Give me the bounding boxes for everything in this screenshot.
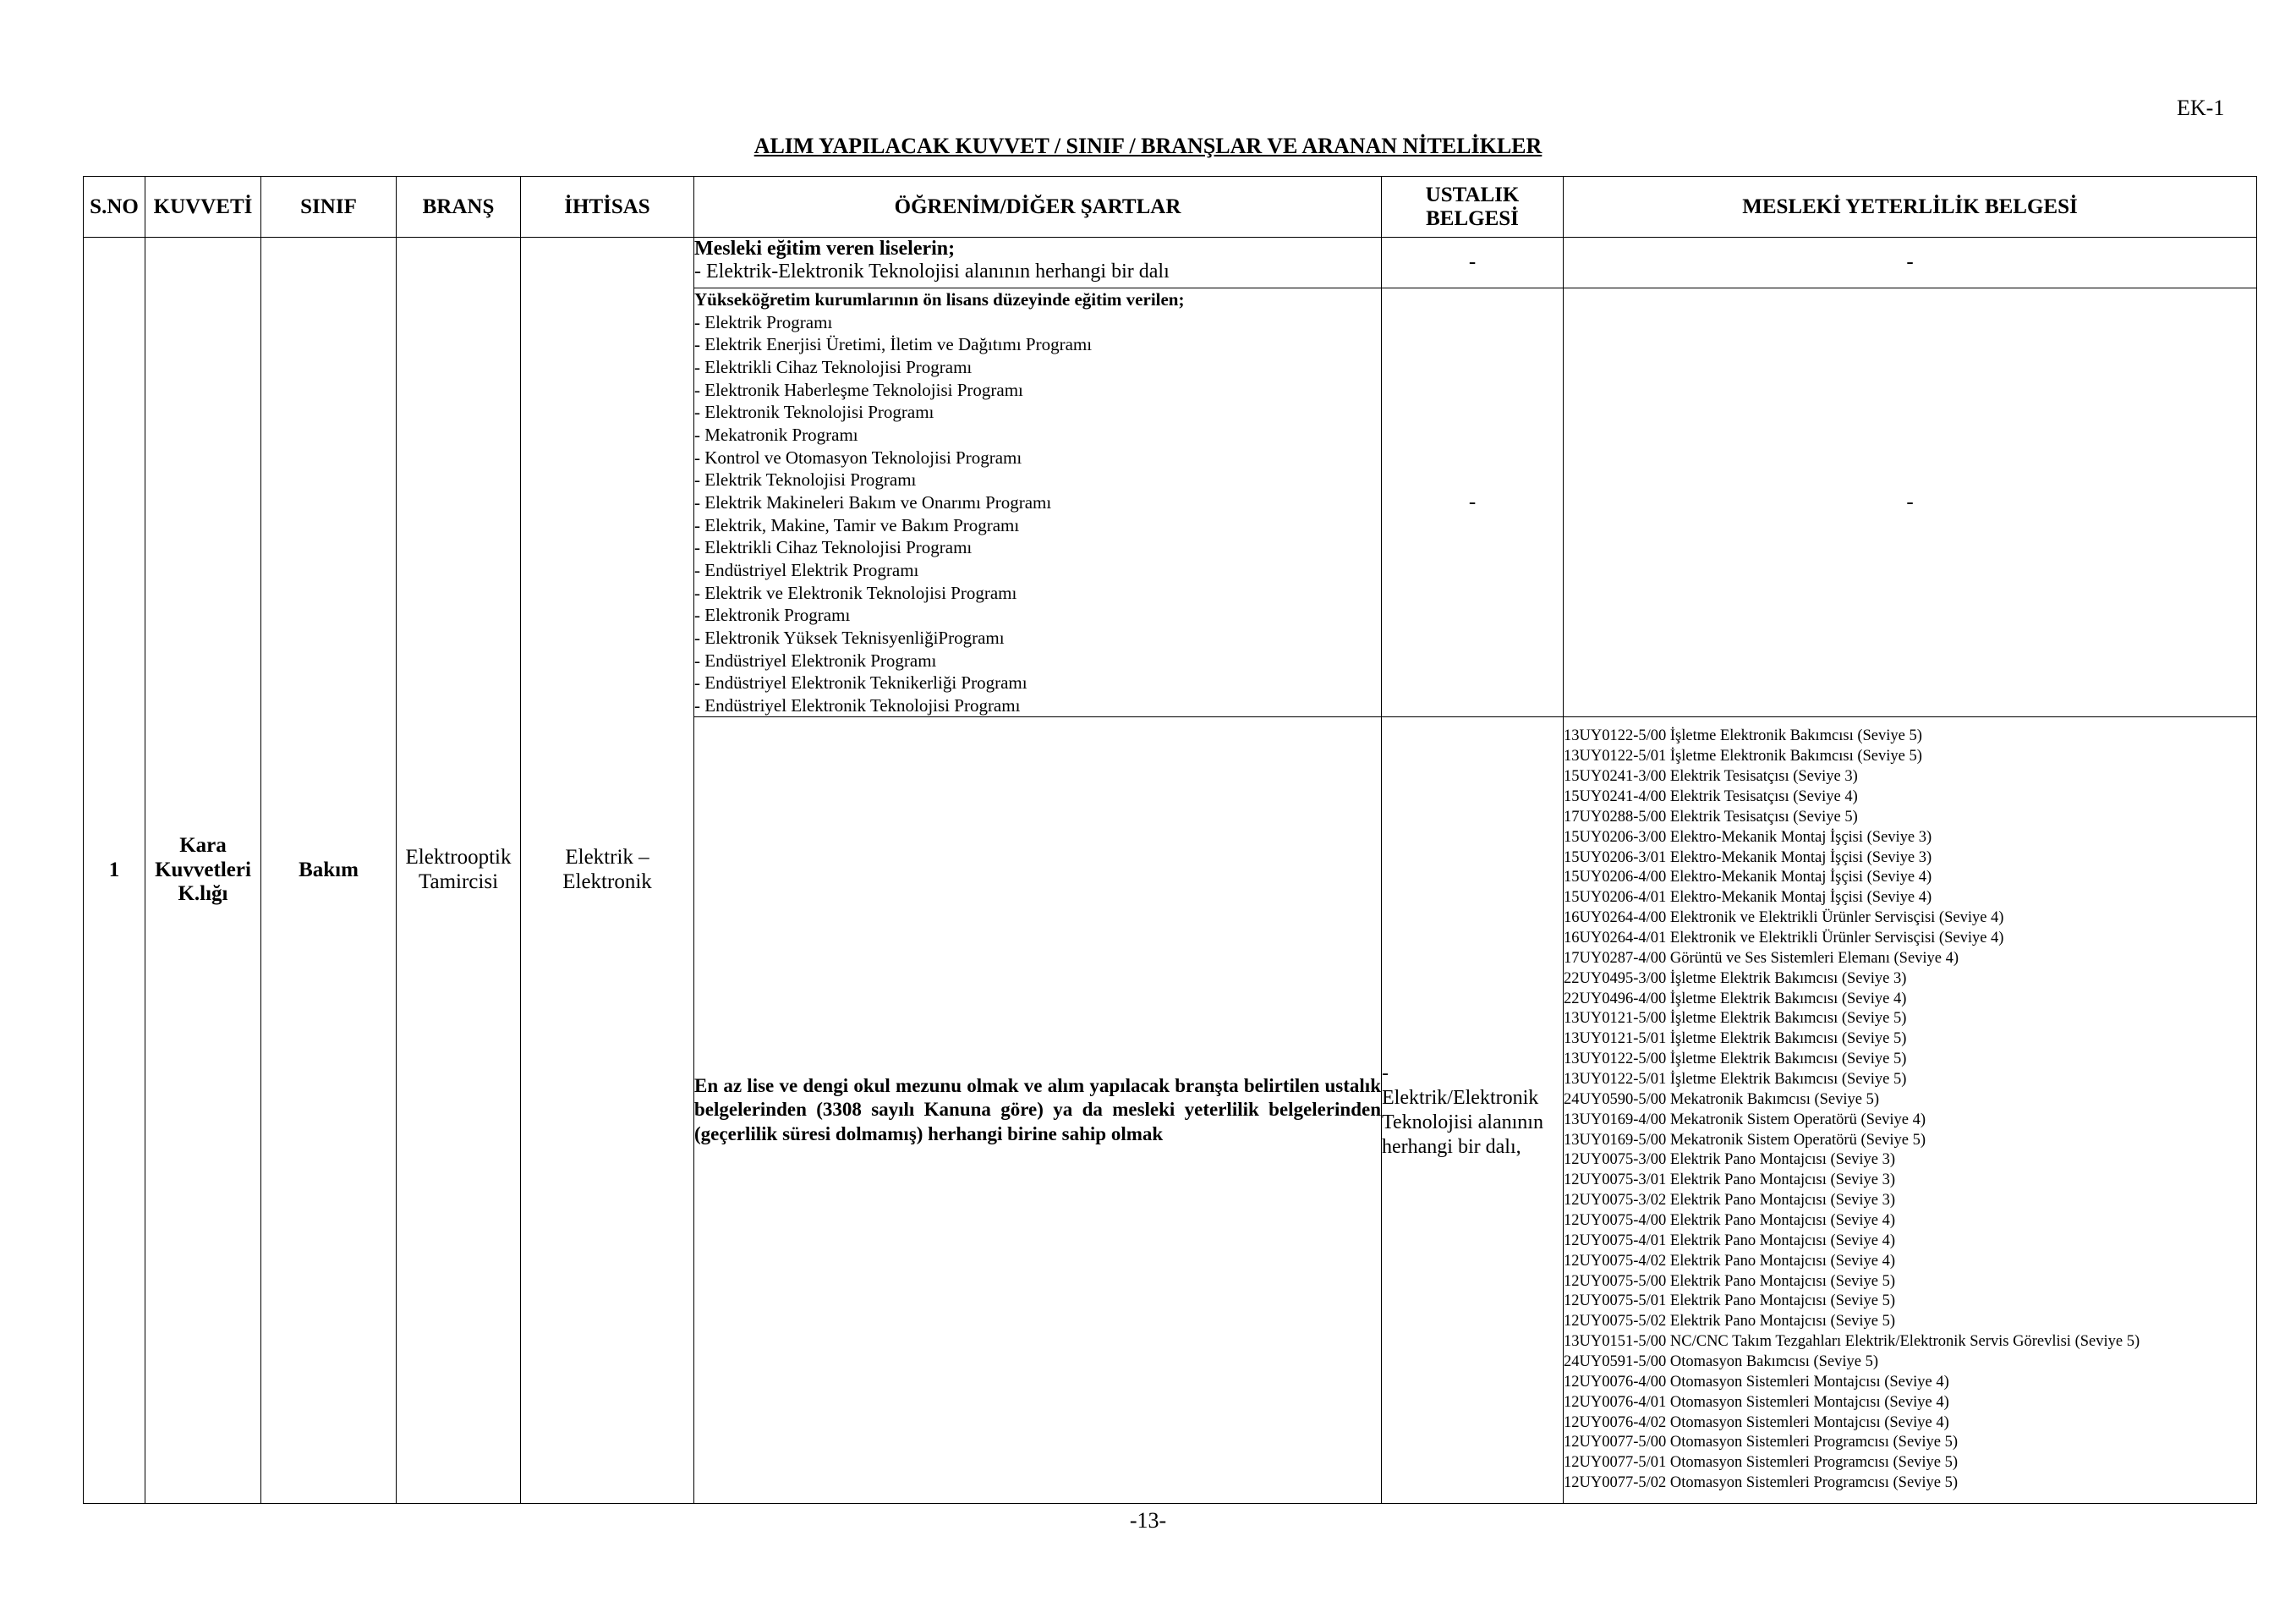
req2-mesleki: - (1564, 288, 2257, 717)
certificate-list-item: 12UY0075-5/01 Elektrik Pano Montajcısı (Seviye 5) (1564, 1292, 1896, 1310)
program-list-item: - Elektronik Teknolojisi Programı (694, 402, 934, 423)
certificate-list-item: 15UY0241-4/00 Elektrik Tesisatçısı (Seviye 4) (1564, 787, 1858, 805)
certificate-list-item: 13UY0121-5/00 İşletme Elektrik Bakımcısı (Seviye 5) (1564, 1010, 1907, 1028)
program-list-item: - Mekatronik Programı (694, 424, 858, 445)
row-kuvveti: Kara Kuvvetleri K.lığı (145, 238, 261, 1504)
header-row (84, 177, 2257, 238)
program-list-item: - Elektrik Programı (694, 311, 833, 332)
certificate-list-item: 15UY0206-4/00 Elektro-Mekanik Montaj İşçisi (Seviye 4) (1564, 869, 1932, 886)
certificate-list-item: 24UY0591-5/00 Otomasyon Bakımcısı (Seviye 5) (1564, 1353, 1879, 1371)
annex-label: EK-1 (2177, 96, 2225, 120)
certificate-list-item: 13UY0121-5/01 İşletme Elektrik Bakımcısı (Seviye 5) (1564, 1030, 1907, 1048)
requirements-table (83, 176, 2257, 1504)
req3-ustalik-dash: - (1382, 1062, 1389, 1085)
program-list-item: - Elektrik Enerjisi Üretimi, İletim ve Dağıtımı Programı (694, 334, 1093, 355)
program-list-item: - Elektrik Teknolojisi Programı (694, 469, 917, 491)
certificate-list-item: 12UY0075-4/02 Elektrik Pano Montajcısı (Seviye 4) (1564, 1252, 1896, 1270)
program-list-item: - Elektronik Yüksek TeknisyenliğiProgramı (694, 627, 1005, 648)
program-list-item: - Elektrikli Cihaz Teknolojisi Programı (694, 537, 973, 558)
req1-cell (694, 238, 1382, 288)
req2-cell (694, 288, 1382, 717)
header-ihtisas: İHTİSAS (521, 177, 694, 238)
req3-ustalik-cell (1382, 717, 1564, 1504)
program-list-item: - Elektronik Haberleşme Teknolojisi Programı (694, 379, 1023, 400)
req1-heading: Mesleki eğitim veren liselerin; (694, 238, 956, 260)
certificate-list-item: 16UY0264-4/01 Elektronik ve Elektrikli Ürünler Servisçisi (Seviye 4) (1564, 930, 2004, 946)
certificate-list-item: 15UY0241-3/00 Elektrik Tesisatçısı (Seviye 3) (1564, 768, 1858, 786)
certificate-list-item: 13UY0151-5/00 NC/CNC Takım Tezgahları Elektrik/Elektronik Servis Görevlisi (Seviye 5) (1564, 1333, 2140, 1351)
certificate-list-item: 12UY0076-4/00 Otomasyon Sistemleri Montajcısı (Seviye 4) (1564, 1373, 1949, 1391)
certificate-list-item: 12UY0075-3/02 Elektrik Pano Montajcısı (Seviye 3) (1564, 1192, 1896, 1210)
program-list-item: - Elektrik ve Elektronik Teknolojisi Programı (694, 582, 1017, 603)
certificate-list-item: 17UY0288-5/00 Elektrik Tesisatçısı (Seviye 5) (1564, 808, 1858, 826)
certificate-list-item: 12UY0076-4/01 Otomasyon Sistemleri Montajcısı (Seviye 4) (1564, 1393, 1949, 1411)
req3-text: En az lise ve dengi okul mezunu olmak ve alım yapılacak branşta belirtilen ustalık belgelerinden (3308 sayılı Kanuna göre) ya da mesleki yeterlilik belgelerinden (geçerlilik süresi dolmamış) herhangi birine sahip olmak (694, 717, 1382, 1504)
program-list-item: - Elektronik Programı (694, 605, 851, 626)
program-list-item: - Endüstriyel Elektronik Programı (694, 650, 937, 671)
req1-ustalik: - (1382, 238, 1564, 288)
program-list-item: - Elektrik Makineleri Bakım ve Onarımı Programı (694, 491, 1052, 513)
row-sno: 1 (84, 238, 145, 1504)
certificate-list-item: 15UY0206-3/01 Elektro-Mekanik Montaj İşçisi (Seviye 3) (1564, 848, 1932, 866)
mesleki-belge-list (1564, 727, 2256, 1494)
page-title (0, 134, 2296, 159)
req2-heading: Yükseköğretim kurumlarının ön lisans düzeyinde eğitim verilen; (694, 289, 1185, 310)
certificate-list-item: 12UY0075-4/01 Elektrik Pano Montajcısı (Seviye 4) (1564, 1232, 1896, 1249)
certificate-list-item: 12UY0075-3/00 Elektrik Pano Montajcısı (Seviye 3) (1564, 1151, 1896, 1169)
certificate-list-item: 13UY0122-5/00 İşletme Elektrik Bakımcısı (Seviye 5) (1564, 1051, 1907, 1068)
req1-item: - Elektrik-Elektronik Teknolojisi alanının herhangi bir dalı (694, 260, 1170, 283)
certificate-list-item: 22UY0495-3/00 İşletme Elektrik Bakımcısı (Seviye 3) (1564, 969, 1907, 987)
certificate-list-item: 12UY0075-3/01 Elektrik Pano Montajcısı (Seviye 3) (1564, 1171, 1896, 1189)
certificate-list-item: 12UY0075-4/00 Elektrik Pano Montajcısı (Seviye 4) (1564, 1212, 1896, 1230)
certificate-list-item: 17UY0287-4/00 Görüntü ve Ses Sistemleri Elemanı (Seviye 4) (1564, 949, 1959, 967)
program-list-item: - Elektrikli Cihaz Teknolojisi Programı (694, 356, 973, 377)
certificate-list-item: 12UY0075-5/00 Elektrik Pano Montajcısı (Seviye 5) (1564, 1272, 1896, 1290)
header-mesleki: MESLEKİ YETERLİLİK BELGESİ (1564, 177, 2257, 238)
certificate-list-item: 13UY0122-5/01 İşletme Elektronik Bakımcısı (Seviye 5) (1564, 748, 1922, 765)
certificate-list-item: 24UY0590-5/00 Mekatronik Bakımcısı (Seviye 5) (1564, 1090, 1880, 1108)
header-sno: S.NO (84, 177, 145, 238)
row-brans: Elektrooptik Tamircisi (397, 238, 521, 1504)
program-list-item: - Elektrik, Makine, Tamir ve Bakım Programı (694, 514, 1020, 535)
req3-ustalik-text: Elektrik/Elektronik Teknolojisi alanının herhangi bir dalı, (1382, 1086, 1543, 1158)
req1-mesleki: - (1564, 238, 2257, 288)
certificate-list-item: 13UY0122-5/00 İşletme Elektronik Bakımcısı (Seviye 5) (1564, 727, 1922, 745)
program-list-item: - Kontrol ve Otomasyon Teknolojisi Programı (694, 447, 1022, 468)
header-sinif: SINIF (261, 177, 397, 238)
certificate-list-item: 15UY0206-4/01 Elektro-Mekanik Montaj İşçisi (Seviye 4) (1564, 889, 1932, 907)
certificate-list-item: 12UY0077-5/00 Otomasyon Sistemleri Programcısı (Seviye 5) (1564, 1434, 1959, 1451)
req3-mesleki-cell (1564, 717, 2257, 1504)
table-row (84, 238, 2257, 288)
page-title-text: ALIM YAPILACAK KUVVET / SINIF / BRANŞLAR VE ARANAN NİTELİKLER (753, 134, 1543, 158)
certificate-list-item: 12UY0076-4/02 Otomasyon Sistemleri Montajcısı (Seviye 4) (1564, 1413, 1949, 1431)
program-list-item: - Endüstriyel Elektrik Programı (694, 559, 919, 580)
certificate-list-item: 12UY0075-5/02 Elektrik Pano Montajcısı (Seviye 5) (1564, 1313, 1896, 1330)
certificate-list-item: 12UY0077-5/01 Otomasyon Sistemleri Programcısı (Seviye 5) (1564, 1454, 1959, 1472)
certificate-list-item: 13UY0169-5/00 Mekatronik Sistem Operatörü (Seviye 5) (1564, 1131, 1926, 1149)
certificate-list-item: 16UY0264-4/00 Elektronik ve Elektrikli Ürünler Servisçisi (Seviye 4) (1564, 909, 2004, 927)
page-number: -13- (1129, 1508, 1167, 1533)
certificate-list-item: 13UY0169-4/00 Mekatronik Sistem Operatörü (Seviye 4) (1564, 1111, 1926, 1128)
header-brans: BRANŞ (397, 177, 521, 238)
header-ogrenim: ÖĞRENİM/DİĞER ŞARTLAR (694, 177, 1382, 238)
row-sinif: Bakım (261, 238, 397, 1504)
certificate-list-item: 15UY0206-3/00 Elektro-Mekanik Montaj İşçisi (Seviye 3) (1564, 828, 1932, 846)
req2-ustalik: - (1382, 288, 1564, 717)
req2-program-list (694, 311, 1381, 717)
header-ustalik: USTALIK BELGESİ (1382, 177, 1564, 238)
program-list-item: - Endüstriyel Elektronik Teknikerliği Programı (694, 672, 1027, 694)
certificate-list-item: 22UY0496-4/00 İşletme Elektrik Bakımcısı (Seviye 4) (1564, 990, 1907, 1007)
certificate-list-item: 13UY0122-5/01 İşletme Elektrik Bakımcısı (Seviye 5) (1564, 1071, 1907, 1089)
certificate-list-item: 12UY0077-5/02 Otomasyon Sistemleri Programcısı (Seviye 5) (1564, 1474, 1959, 1492)
row-ihtisas: Elektrik – Elektronik (521, 238, 694, 1504)
header-kuvveti: KUVVETİ (145, 177, 261, 238)
program-list-item: - Endüstriyel Elektronik Teknolojisi Programı (694, 694, 1021, 716)
